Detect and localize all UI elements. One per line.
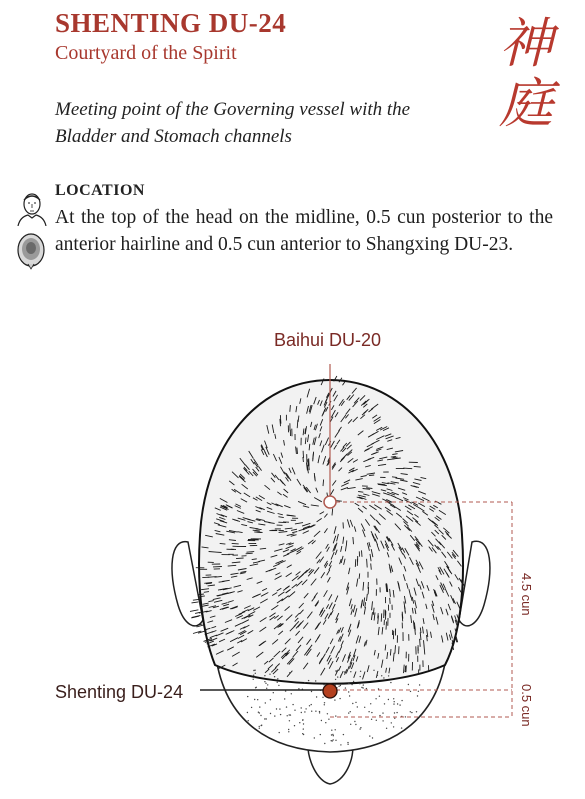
point-title: SHENTING DU-24 xyxy=(55,8,287,38)
head-top-view-illustration xyxy=(0,320,585,799)
shenting-label: Shenting DU-24 xyxy=(55,682,184,702)
point-subtitle: Courtyard of the Spirit xyxy=(55,42,237,64)
measure-0-5-cun: 0.5 cun xyxy=(519,684,534,727)
shenting-point-marker xyxy=(323,684,337,698)
intro-text: Meeting point of the Governing vessel with the Bladder and Stomach channels xyxy=(55,99,411,147)
location-text: At the top of the head on the midline, 0.5 cun posterior to the anterior hairline and 0.5 cun anterior to Shangxing DU-23. xyxy=(55,207,553,255)
head-front-icon xyxy=(14,190,50,226)
head-top-icon xyxy=(14,232,48,270)
baihui-point-marker xyxy=(324,496,336,508)
chinese-calligraphy: 神庭 xyxy=(499,12,553,135)
measure-4-5-cun: 4.5 cun xyxy=(519,573,534,616)
baihui-label: Baihui DU-20 xyxy=(274,330,382,350)
location-heading: LOCATION xyxy=(55,182,145,199)
